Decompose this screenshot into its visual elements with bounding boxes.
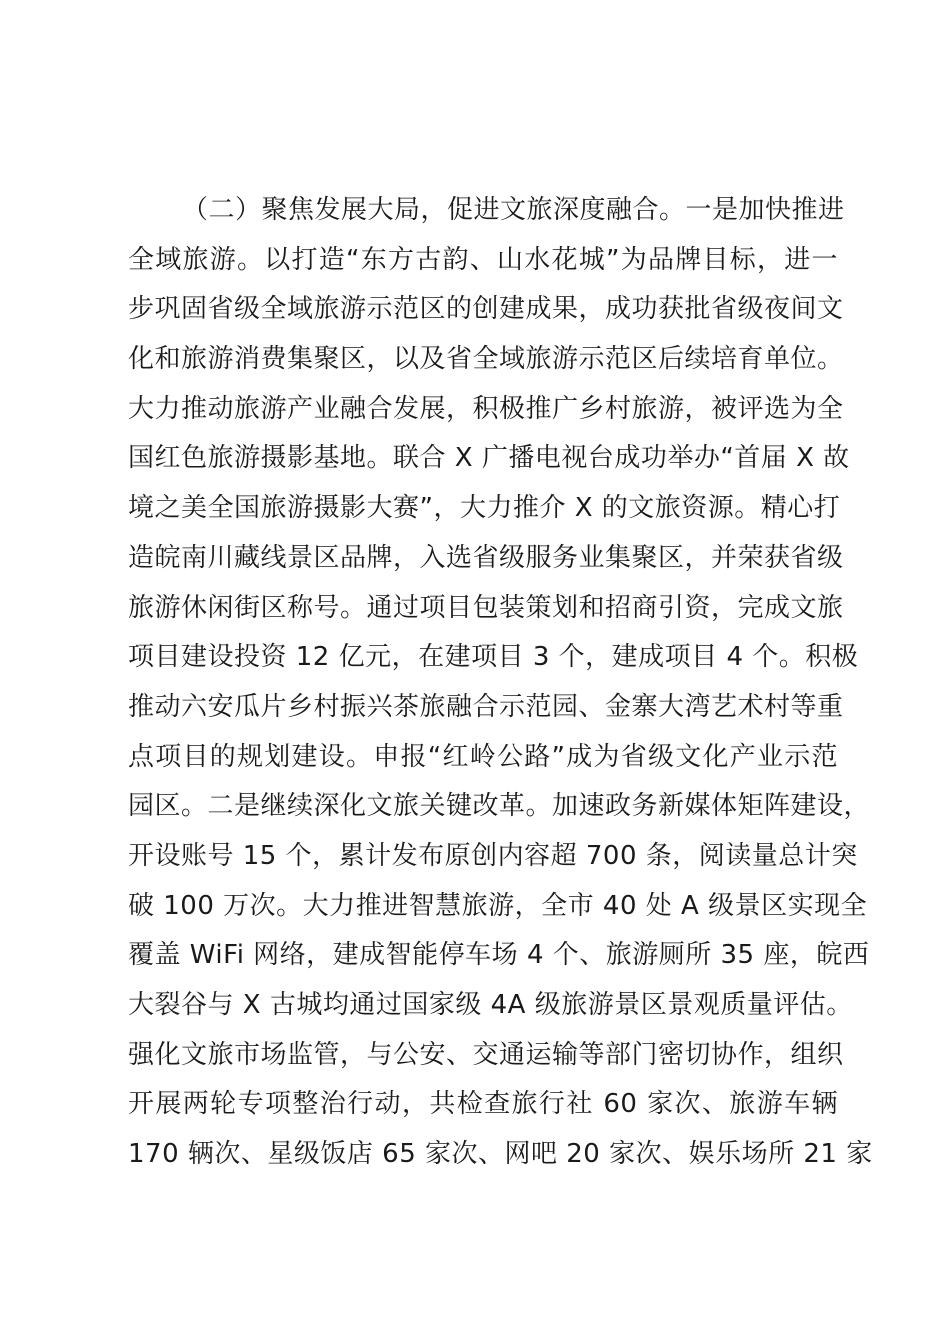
paragraph-line-9: 旅游休闲街区称号。通过项目包装策划和招商引资，完成文旅 <box>128 592 844 623</box>
paragraph-line-10: 项目建设投资 12 亿元，在建项目 3 个，建成项目 4 个。积极 <box>128 642 859 673</box>
paragraph-line-4: 化和旅游消费集聚区，以及省全域旅游示范区后续培育单位。 <box>128 344 844 375</box>
paragraph-line-15: 破 100 万次。大力推进智慧旅游，全市 40 处 A 级景区实现全 <box>128 890 868 921</box>
paragraph-line-7: 境之美全国旅游摄影大赛”，大力推介 X 的文旅资源。精心打 <box>128 493 841 524</box>
paragraph-line-20: 170 辆次、星级饭店 65 家次、网吧 20 家次、娱乐场所 21 家 <box>128 1139 873 1170</box>
paragraph-line-19: 开展两轮专项整治行动，共检查旅行社 60 家次、旅游车辆 <box>128 1089 838 1120</box>
paragraph-line-6: 国红色旅游摄影基地。联合 X 广播电视台成功举办“首届 X 故 <box>128 443 850 474</box>
paragraph-line-2: 全域旅游。以打造“东方古韵、山水花城”为品牌目标，进一 <box>128 244 838 275</box>
body-paragraph <box>128 186 873 1180</box>
paragraph-line-17: 大裂谷与 X 古城均通过国家级 4A 级旅游景区景观质量评估。 <box>128 990 853 1020</box>
paragraph-line-5: 大力推动旅游产业融合发展，积极推广乡村旅游，被评选为全 <box>128 393 844 424</box>
paragraph-line-18: 强化文旅市场监管，与公安、交通运输等部门密切协作，组织 <box>128 1039 844 1070</box>
paragraph-line-12: 点项目的规划建设。申报“红岭公路”成为省级文化产业示范 <box>128 741 838 772</box>
paragraph-line-13: 园区。二是继续深化文旅关键改革。加速政务新媒体矩阵建设， <box>128 791 871 822</box>
paragraph-line-3: 步巩固省级全域旅游示范区的创建成果，成功获批省级夜间文 <box>128 294 844 325</box>
paragraph-line-16: 覆盖 WiFi 网络，建成智能停车场 4 个、旅游厕所 35 座，皖西 <box>128 940 870 971</box>
paragraph-line-11: 推动六安瓜片乡村振兴茶旅融合示范园、金寨大湾艺术村等重 <box>128 691 844 722</box>
paragraph-line-1: （二）聚焦发展大局，促进文旅深度融合。一是加快推进 <box>182 195 845 225</box>
paragraph-line-14: 开设账号 15 个，累计发布原创内容超 700 条，阅读量总计突 <box>128 840 858 871</box>
paragraph-line-8: 造皖南川藏线景区品牌，入选省级服务业集聚区，并荣获省级 <box>128 542 844 573</box>
